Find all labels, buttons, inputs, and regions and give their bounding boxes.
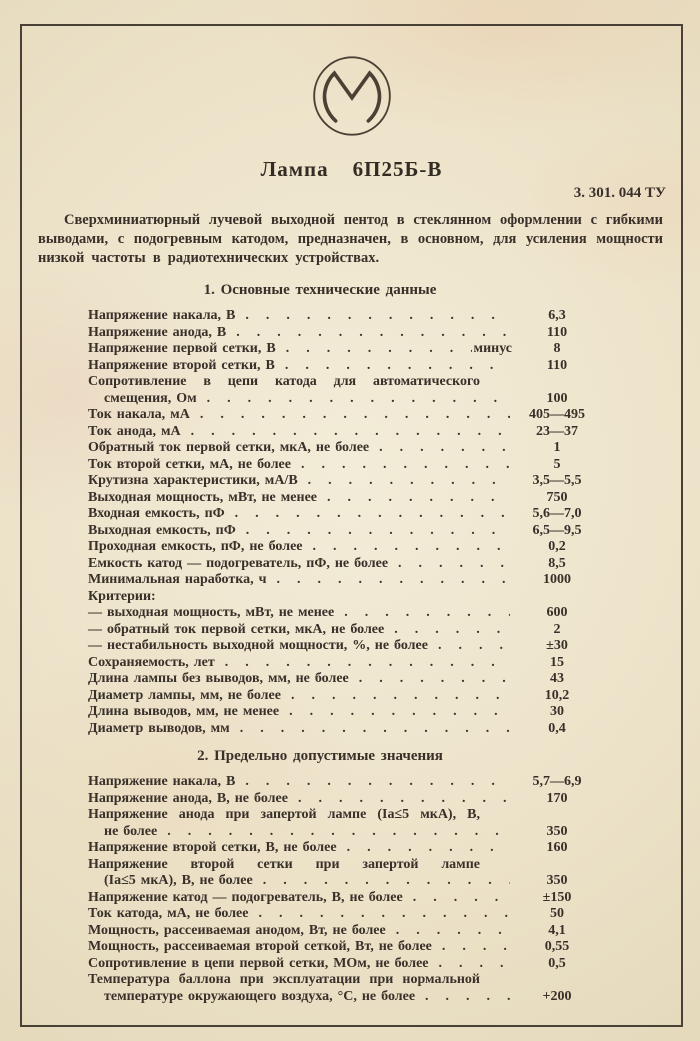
param-row xyxy=(88,807,602,840)
param-row xyxy=(88,539,602,556)
param-value: 100 xyxy=(546,390,568,406)
dot-leader xyxy=(277,572,511,589)
param-row xyxy=(88,457,602,474)
param-label-line1: Напряжение анода при запертой лампе (Iа≤5 мкА), В, xyxy=(88,807,480,822)
param-row-line xyxy=(88,923,602,940)
param-row xyxy=(88,341,602,358)
param-value: 170 xyxy=(546,790,568,806)
param-row-line xyxy=(88,671,602,688)
param-label: Мощность, рассеиваемая второй сеткой, Вт, не более xyxy=(88,939,432,954)
param-label: Ток анода, мА xyxy=(88,423,181,439)
param-label: Выходная мощность, мВт, не менее xyxy=(88,489,318,505)
param-label: Напряжение накала, В xyxy=(88,308,236,323)
dot-leader xyxy=(379,440,510,457)
dot-leader xyxy=(167,824,510,841)
param-row-line xyxy=(88,523,602,540)
section-heading: 2. Предельно допустимые значения xyxy=(197,748,443,764)
param-row xyxy=(88,704,602,721)
param-value: 1000 xyxy=(543,572,571,587)
param-row-line xyxy=(88,490,602,507)
param-value: +200 xyxy=(542,988,572,1004)
param-label: Входная емкость, пФ xyxy=(88,506,225,521)
param-row-line xyxy=(88,308,602,325)
param-value: 5 xyxy=(553,456,561,472)
param-label: Выходная емкость, пФ xyxy=(88,522,236,538)
param-row xyxy=(88,506,602,523)
param-label: Диаметр выводов, мм xyxy=(88,720,230,736)
param-label: Критерии: xyxy=(88,588,156,604)
param-row xyxy=(88,906,602,923)
dot-leader xyxy=(246,523,510,540)
param-label: Напряжение накала, В xyxy=(88,774,236,789)
param-value: 5,6—7,0 xyxy=(532,506,582,521)
dot-leader xyxy=(285,358,510,375)
param-row xyxy=(88,956,602,973)
param-value: 5,7—6,9 xyxy=(532,774,582,789)
param-label: Крутизна характеристики, мА/В xyxy=(88,473,298,488)
title-model: 6П25Б-В xyxy=(352,157,443,181)
param-row xyxy=(88,556,602,573)
dot-leader xyxy=(225,655,510,672)
param-row-line xyxy=(88,407,602,424)
param-label: Мощность, рассеиваемая анодом, Вт, не более xyxy=(88,922,386,938)
param-row xyxy=(88,655,602,672)
dot-leader xyxy=(245,774,510,791)
param-label: Напряжение второй сетки, В, не более xyxy=(88,840,337,855)
dot-leader xyxy=(396,923,510,940)
param-row xyxy=(88,308,602,325)
param-row-line xyxy=(88,890,602,907)
param-row xyxy=(88,972,602,1005)
param-label: Проходная емкость, пФ, не более xyxy=(88,539,303,554)
param-row-line xyxy=(88,539,602,556)
param-row-line xyxy=(88,688,602,705)
param-row-line xyxy=(88,956,602,973)
page-title xyxy=(22,156,681,182)
dot-leader xyxy=(236,325,510,342)
dot-leader xyxy=(347,840,510,857)
param-label: Напряжение анода, В, не более xyxy=(88,790,288,806)
section xyxy=(22,747,681,1005)
dot-leader xyxy=(442,939,510,956)
param-row xyxy=(88,890,602,907)
section-heading: 1. Основные технические данные xyxy=(203,282,437,298)
param-label: Диаметр лампы, мм, не более xyxy=(88,687,281,703)
page-border-frame xyxy=(20,24,683,1027)
param-row xyxy=(88,325,602,342)
param-label: Ток второй сетки, мА, не более xyxy=(88,456,291,472)
param-row-line xyxy=(88,391,602,408)
dot-leader xyxy=(240,721,510,738)
param-value: 2 xyxy=(553,621,561,637)
param-row-line xyxy=(88,589,602,606)
param-row xyxy=(88,490,602,507)
param-row xyxy=(88,572,602,589)
param-label: Обратный ток первой сетки, мкА, не более xyxy=(88,440,370,455)
dot-leader xyxy=(313,539,510,556)
doc-number: 3. 301. 044 ТУ xyxy=(573,185,666,201)
param-value: 160 xyxy=(546,840,568,855)
param-label: Напряжение первой сетки, В xyxy=(88,341,276,356)
param-value: ±30 xyxy=(546,638,568,653)
param-row-line xyxy=(88,791,602,808)
dot-leader xyxy=(291,688,510,705)
param-value: 10,2 xyxy=(544,687,570,703)
param-value: 110 xyxy=(546,357,568,373)
param-row-line xyxy=(88,424,602,441)
dot-leader xyxy=(327,490,510,507)
intro-paragraph: Сверхминиатюрный лучевой выходной пентод в стеклянном оформлении с гибкими выводами, с подогревным катодом, предназначен, в основном, для усиления мощности низкой частоты в радиотехнических устройствах. xyxy=(38,212,663,266)
param-label: Минимальная наработка, ч xyxy=(88,572,267,587)
param-label-line2: не более xyxy=(104,823,158,839)
param-row-line xyxy=(88,341,602,358)
dot-leader xyxy=(191,424,510,441)
param-label: Сопротивление в цепи первой сетки, МОм, не более xyxy=(88,955,429,971)
param-label: Сохраняемость, лет xyxy=(88,654,215,670)
param-value: 43 xyxy=(550,671,564,686)
param-value: 23—37 xyxy=(536,423,578,439)
param-row-line xyxy=(88,824,602,841)
param-row-line xyxy=(88,556,602,573)
param-value: 6,5—9,5 xyxy=(532,522,582,538)
param-row-line xyxy=(88,325,602,342)
param-value: 50 xyxy=(550,906,564,921)
dot-leader xyxy=(258,906,510,923)
param-row-line xyxy=(88,906,602,923)
param-row xyxy=(88,857,602,890)
dot-leader xyxy=(359,671,510,688)
param-label: — обратный ток первой сетки, мкА, не более xyxy=(88,621,385,637)
param-row xyxy=(88,622,602,639)
param-label-line1: Температура баллона при эксплуатации при нормальной xyxy=(88,972,480,987)
param-row xyxy=(88,671,602,688)
param-value: 600 xyxy=(546,605,568,620)
dot-leader xyxy=(425,989,510,1006)
param-label: Напряжение анода, В xyxy=(88,324,227,340)
dot-leader xyxy=(286,341,472,358)
param-row xyxy=(88,523,602,540)
param-row-line xyxy=(88,358,602,375)
param-row xyxy=(88,605,602,622)
param-row-line xyxy=(88,873,602,890)
param-row-line xyxy=(88,939,602,956)
param-row xyxy=(88,589,602,606)
param-value: 405—495 xyxy=(529,407,585,422)
section xyxy=(22,281,681,737)
param-value: ±150 xyxy=(542,889,572,905)
param-value: 3,5—5,5 xyxy=(532,473,582,488)
param-value: 30 xyxy=(550,704,564,719)
param-label: Напряжение второй сетки, В xyxy=(88,357,275,373)
param-label-line2: (Iа≤5 мкА), В, не более xyxy=(104,873,253,888)
section-rows xyxy=(88,308,602,737)
param-label: Длина выводов, мм, не менее xyxy=(88,704,280,719)
param-row xyxy=(88,774,602,791)
param-label: — выходная мощность, мВт, не менее xyxy=(88,605,335,620)
param-row xyxy=(88,358,602,375)
param-label-line2: смещения, Ом xyxy=(104,390,197,406)
param-label: Ток накала, мА xyxy=(88,407,190,422)
param-value: 110 xyxy=(546,324,568,340)
param-label-line1: Сопротивление в цепи катода для автоматического xyxy=(88,374,480,389)
param-row xyxy=(88,638,602,655)
param-label: Емкость катод — подогреватель, пФ, не более xyxy=(88,555,389,571)
dot-leader xyxy=(438,638,510,655)
dot-leader xyxy=(235,506,510,523)
dot-leader xyxy=(245,308,510,325)
param-row xyxy=(88,721,602,738)
dot-leader xyxy=(439,956,510,973)
param-value-prefix: минус xyxy=(473,341,512,356)
param-row xyxy=(88,923,602,940)
param-value: 4,1 xyxy=(548,922,566,938)
param-value: 0,2 xyxy=(548,539,566,554)
param-label-line2: температуре окружающего воздуха, °С, не более xyxy=(104,988,416,1004)
param-row-line xyxy=(88,473,602,490)
param-label: Ток катода, мА, не более xyxy=(88,906,249,921)
dot-leader xyxy=(398,556,510,573)
param-value: 1 xyxy=(553,440,561,455)
param-row-line xyxy=(88,440,602,457)
param-value: 0,4 xyxy=(548,720,566,736)
param-label: Напряжение катод — подогреватель, В, не более xyxy=(88,889,403,905)
section-rows xyxy=(88,774,602,1005)
param-row-line xyxy=(88,605,602,622)
param-row-line xyxy=(88,506,602,523)
param-row xyxy=(88,688,602,705)
param-row-line xyxy=(88,638,602,655)
dot-leader xyxy=(344,605,510,622)
param-value: 15 xyxy=(550,654,564,670)
param-row-line xyxy=(88,704,602,721)
param-row-line xyxy=(88,655,602,672)
title-word: Лампа xyxy=(260,157,329,181)
param-value: 750 xyxy=(546,489,568,505)
param-row-line xyxy=(88,572,602,589)
param-row xyxy=(88,939,602,956)
param-value: 6,3 xyxy=(548,308,566,323)
param-value: 0,55 xyxy=(544,939,570,954)
param-value: 8,5 xyxy=(548,555,566,571)
dot-leader xyxy=(394,622,510,639)
dot-leader xyxy=(413,890,510,907)
dot-leader xyxy=(289,704,510,721)
param-label: Длина лампы без выводов, мм, не более xyxy=(88,671,349,686)
melz-logo-icon xyxy=(309,52,395,140)
param-row-line xyxy=(88,989,602,1006)
param-row xyxy=(88,791,602,808)
param-row xyxy=(88,473,602,490)
param-value: 350 xyxy=(546,873,568,888)
param-value: 350 xyxy=(546,823,568,839)
param-row-line xyxy=(88,840,602,857)
dot-leader xyxy=(308,473,510,490)
param-row xyxy=(88,407,602,424)
param-row xyxy=(88,840,602,857)
dot-leader xyxy=(200,407,510,424)
param-row xyxy=(88,374,602,407)
dot-leader xyxy=(301,457,510,474)
dot-leader xyxy=(263,873,510,890)
param-row-line xyxy=(88,457,602,474)
dot-leader xyxy=(298,791,510,808)
param-row-line xyxy=(88,622,602,639)
param-label: — нестабильность выходной мощности, %, не более xyxy=(88,638,428,653)
param-label-line1: Напряжение второй сетки при запертой лампе xyxy=(88,856,480,872)
sections-container xyxy=(22,281,681,1005)
param-row xyxy=(88,440,602,457)
dot-leader xyxy=(207,391,510,408)
param-row-line xyxy=(88,774,602,791)
param-row xyxy=(88,424,602,441)
param-row-line xyxy=(88,721,602,738)
param-value: 8 xyxy=(553,341,561,356)
param-value: 0,5 xyxy=(548,955,566,971)
